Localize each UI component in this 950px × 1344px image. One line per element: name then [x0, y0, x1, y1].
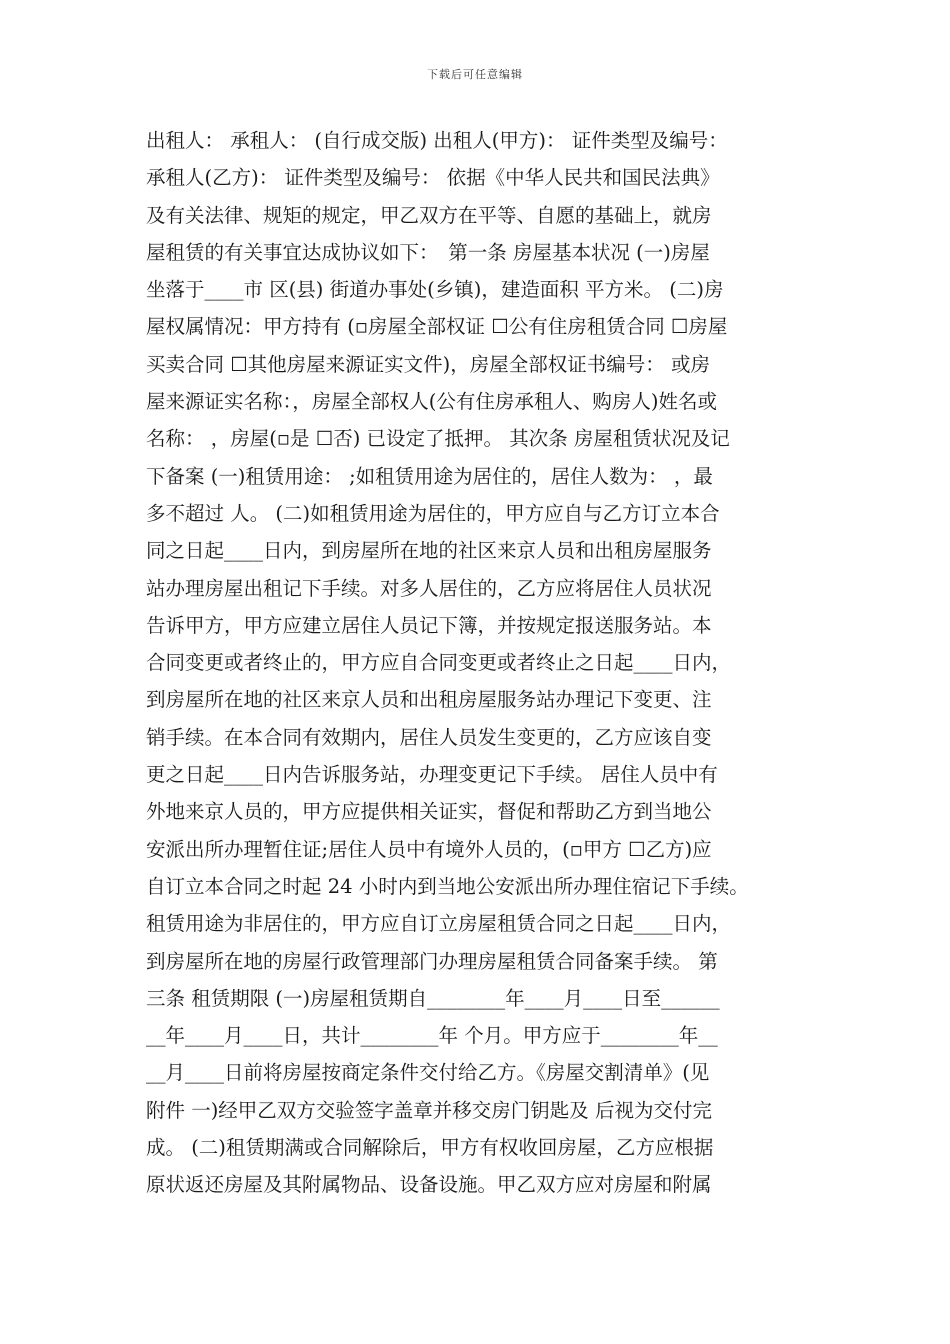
- text-line: 三条 租赁期限 (一)房屋租赁期自________年____月____日至______: [146, 986, 720, 1010]
- text-line: 安派出所办理暂住证;居住人员中有境外人员的，(▫甲方 ☐乙方)应: [146, 837, 712, 861]
- text-line: 成。 (二)租赁期满或合同解除后，甲方有权收回房屋，乙方应根据: [146, 1136, 714, 1160]
- text-line: 附件 一)经甲乙双方交验签字盖章并移交房门钥匙及 后视为交付完: [146, 1098, 713, 1122]
- text-line: 坐落于____市 区(县) 街道办事处(乡镇)，建造面积 平方米。 (二)房: [146, 278, 724, 302]
- text-line: __月____日前将房屋按商定条件交付给乙方。《房屋交割清单》(见: [146, 1061, 710, 1085]
- text-line: 多不超过 人。 (二)如租赁用途为居住的，甲方应自与乙方订立本合: [146, 501, 720, 525]
- contract-body: [146, 122, 811, 1204]
- text-line: 自订立本合同之时起 24 小时内到当地公安派出所办理住宿记下手续。: [146, 874, 749, 898]
- text-line: 及有关法律、规矩的规定，甲乙双方在平等、自愿的基础上，就房: [146, 203, 712, 227]
- text-line: 屋权属情况：甲方持有 (▫房屋全部权证 ☐公有住房租赁合同 ☐房屋: [146, 315, 728, 339]
- text-line: 到房屋所在地的社区来京人员和出租房屋服务站办理记下变更、注: [146, 688, 712, 712]
- text-line: 屋来源证实名称：，房屋全部权人(公有住房承租人、购房人)姓名或: [146, 390, 717, 414]
- text-line: __年____月____日，共计________年 个月。甲方应于________年__: [146, 1024, 718, 1048]
- text-line: 名称： ，房屋(▫是 ☐否) 已设定了抵押。 其次条 房屋租赁状况及记: [146, 427, 730, 451]
- text-line: 站办理房屋出租记下手续。对多人居住的，乙方应将居住人员状况: [146, 576, 712, 600]
- text-line: 外地来京人员的，甲方应提供相关证实，督促和帮助乙方到当地公: [146, 800, 712, 824]
- text-line: 告诉甲方，甲方应建立居住人员记下簿，并按规定报送服务站。本: [146, 613, 712, 637]
- text-line: 更之日起____日内告诉服务站，办理变更记下手续。 居住人员中有: [146, 763, 718, 787]
- text-line: 下备案 (一)租赁用途： ;如租赁用途为居住的，居住人数为： ，最: [146, 464, 713, 488]
- text-line: 出租人： 承租人： (自行成交版) 出租人(甲方)： 证件类型及编号：: [146, 129, 728, 152]
- text-line: 租赁用途为非居住的，甲方应自订立房屋租赁合同之日起____日内，: [146, 912, 732, 936]
- text-line: 承租人(乙方)： 证件类型及编号： 依据《中华人民共和国民法典》: [146, 166, 720, 190]
- text-line: 合同变更或者终止的，甲方应自合同变更或者终止之日起____日内，: [146, 651, 732, 675]
- page-header-note: 下载后可任意编辑: [427, 68, 523, 81]
- text-line: 原状返还房屋及其附属物品、设备设施。甲乙双方应对房屋和附属: [146, 1173, 712, 1197]
- text-line: 同之日起____日内，到房屋所在地的社区来京人员和出租房屋服务: [146, 539, 712, 563]
- text-line: 买卖合同 ☐其他房屋来源证实文件)，房屋全部权证书编号： 或房: [146, 352, 710, 376]
- text-line: 屋租赁的有关事宜达成协议如下： 第一条 房屋基本状况 (一)房屋: [146, 240, 710, 264]
- text-line: 销手续。在本合同有效期内，居住人员发生变更的，乙方应该自变: [146, 725, 712, 749]
- text-line: 到房屋所在地的房屋行政管理部门办理房屋租赁合同备案手续。 第: [146, 949, 718, 973]
